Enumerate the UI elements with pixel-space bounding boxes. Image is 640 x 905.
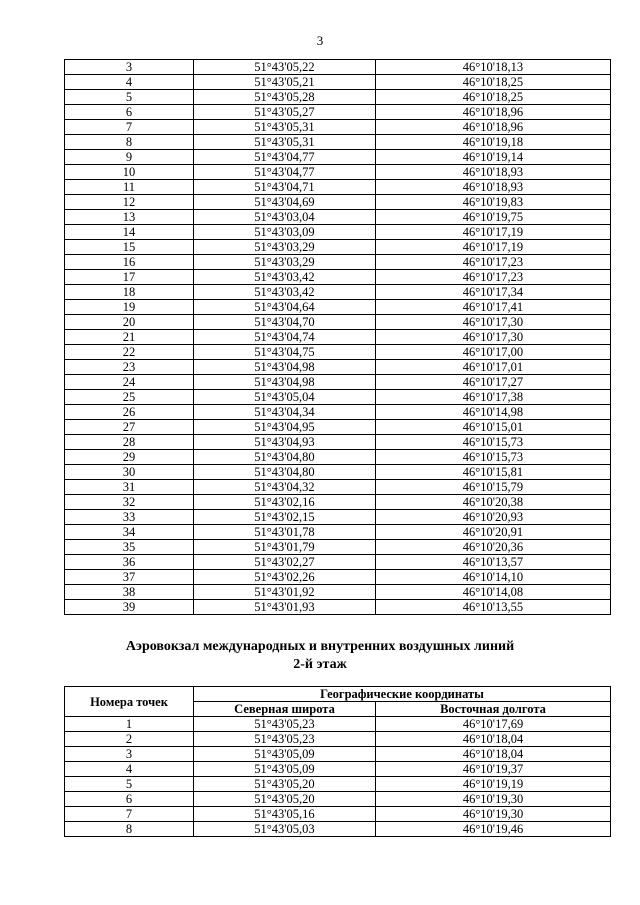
longitude-cell: 46°10'18,93: [376, 180, 611, 195]
table-row: [65, 75, 611, 90]
longitude-cell: 46°10'17,23: [376, 255, 611, 270]
point-number-cell: 7: [65, 807, 194, 822]
longitude-cell: 46°10'18,96: [376, 120, 611, 135]
point-number-cell: 6: [65, 792, 194, 807]
point-number-cell: 33: [65, 510, 194, 525]
latitude-cell: 51°43'03,04: [194, 210, 376, 225]
table-row: [65, 285, 611, 300]
latitude-cell: 51°43'03,09: [194, 225, 376, 240]
latitude-cell: 51°43'04,80: [194, 465, 376, 480]
header-north-latitude: Северная широта: [194, 702, 376, 717]
table-row: [65, 210, 611, 225]
table-row: [65, 717, 611, 732]
longitude-cell: 46°10'18,25: [376, 90, 611, 105]
latitude-cell: 51°43'03,29: [194, 255, 376, 270]
latitude-cell: 51°43'04,75: [194, 345, 376, 360]
longitude-cell: 46°10'17,30: [376, 315, 611, 330]
longitude-cell: 46°10'15,79: [376, 480, 611, 495]
point-number-cell: 4: [65, 762, 194, 777]
latitude-cell: 51°43'05,20: [194, 792, 376, 807]
longitude-cell: 46°10'18,13: [376, 60, 611, 75]
table-row: [65, 540, 611, 555]
point-number-cell: 11: [65, 180, 194, 195]
point-number-cell: 34: [65, 525, 194, 540]
latitude-cell: 51°43'04,80: [194, 450, 376, 465]
header-geo-coordinates: Географические координаты: [194, 687, 611, 702]
table-row: [65, 390, 611, 405]
longitude-cell: 46°10'19,46: [376, 822, 611, 837]
point-number-cell: 21: [65, 330, 194, 345]
latitude-cell: 51°43'05,09: [194, 747, 376, 762]
point-number-cell: 14: [65, 225, 194, 240]
point-number-cell: 3: [65, 747, 194, 762]
latitude-cell: 51°43'05,04: [194, 390, 376, 405]
latitude-cell: 51°43'04,69: [194, 195, 376, 210]
latitude-cell: 51°43'03,42: [194, 285, 376, 300]
longitude-cell: 46°10'19,30: [376, 792, 611, 807]
latitude-cell: 51°43'04,77: [194, 150, 376, 165]
longitude-cell: 46°10'20,36: [376, 540, 611, 555]
longitude-cell: 46°10'19,18: [376, 135, 611, 150]
section-title: Аэровокзал международных и внутренних воздушных линий: [125, 639, 515, 654]
point-number-cell: 10: [65, 165, 194, 180]
latitude-cell: 51°43'05,28: [194, 90, 376, 105]
longitude-cell: 46°10'14,10: [376, 570, 611, 585]
longitude-cell: 46°10'17,41: [376, 300, 611, 315]
latitude-cell: 51°43'05,31: [194, 120, 376, 135]
point-number-cell: 32: [65, 495, 194, 510]
latitude-cell: 51°43'01,79: [194, 540, 376, 555]
point-number-cell: 4: [65, 75, 194, 90]
table-row: [65, 255, 611, 270]
point-number-cell: 18: [65, 285, 194, 300]
point-number-cell: 20: [65, 315, 194, 330]
table-row: [65, 807, 611, 822]
latitude-cell: 51°43'01,93: [194, 600, 376, 615]
point-number-cell: 17: [65, 270, 194, 285]
longitude-cell: 46°10'15,73: [376, 450, 611, 465]
point-number-cell: 6: [65, 105, 194, 120]
table-row: [65, 120, 611, 135]
point-number-cell: 2: [65, 732, 194, 747]
longitude-cell: 46°10'19,30: [376, 807, 611, 822]
latitude-cell: 51°43'05,23: [194, 717, 376, 732]
longitude-cell: 46°10'20,38: [376, 495, 611, 510]
latitude-cell: 51°43'04,93: [194, 435, 376, 450]
point-number-cell: 35: [65, 540, 194, 555]
point-number-cell: 23: [65, 360, 194, 375]
longitude-cell: 46°10'18,04: [376, 732, 611, 747]
table-row: [65, 822, 611, 837]
longitude-cell: 46°10'14,08: [376, 585, 611, 600]
point-number-cell: 24: [65, 375, 194, 390]
latitude-cell: 51°43'01,92: [194, 585, 376, 600]
table-row: [65, 777, 611, 792]
point-number-cell: 16: [65, 255, 194, 270]
latitude-cell: 51°43'04,98: [194, 375, 376, 390]
table-row: [65, 165, 611, 180]
point-number-cell: 9: [65, 150, 194, 165]
latitude-cell: 51°43'04,77: [194, 165, 376, 180]
longitude-cell: 46°10'13,55: [376, 600, 611, 615]
latitude-cell: 51°43'02,26: [194, 570, 376, 585]
latitude-cell: 51°43'04,70: [194, 315, 376, 330]
table-row: [65, 60, 611, 75]
latitude-cell: 51°43'04,71: [194, 180, 376, 195]
table-row: [65, 105, 611, 120]
latitude-cell: 51°43'04,74: [194, 330, 376, 345]
point-number-cell: 1: [65, 717, 194, 732]
point-number-cell: 31: [65, 480, 194, 495]
point-number-cell: 5: [65, 777, 194, 792]
table-row: [65, 585, 611, 600]
table-row: [65, 270, 611, 285]
point-number-cell: 38: [65, 585, 194, 600]
point-number-cell: 39: [65, 600, 194, 615]
longitude-cell: 46°10'17,19: [376, 240, 611, 255]
point-number-cell: 22: [65, 345, 194, 360]
table-row: [65, 240, 611, 255]
longitude-cell: 46°10'15,73: [376, 435, 611, 450]
table-row: [65, 315, 611, 330]
longitude-cell: 46°10'19,19: [376, 777, 611, 792]
table-row: [65, 330, 611, 345]
table-row: [65, 570, 611, 585]
longitude-cell: 46°10'17,27: [376, 375, 611, 390]
longitude-cell: 46°10'19,83: [376, 195, 611, 210]
table-row: [65, 345, 611, 360]
point-number-cell: 27: [65, 420, 194, 435]
latitude-cell: 51°43'05,23: [194, 732, 376, 747]
latitude-cell: 51°43'04,32: [194, 480, 376, 495]
latitude-cell: 51°43'04,98: [194, 360, 376, 375]
longitude-cell: 46°10'18,96: [376, 105, 611, 120]
table-row: [65, 525, 611, 540]
point-number-cell: 8: [65, 822, 194, 837]
table-row: [65, 555, 611, 570]
latitude-cell: 51°43'05,22: [194, 60, 376, 75]
latitude-cell: 51°43'04,34: [194, 405, 376, 420]
latitude-cell: 51°43'03,42: [194, 270, 376, 285]
table-row: [65, 420, 611, 435]
latitude-cell: 51°43'05,03: [194, 822, 376, 837]
table-row: [65, 135, 611, 150]
longitude-cell: 46°10'18,93: [376, 165, 611, 180]
point-number-cell: 13: [65, 210, 194, 225]
longitude-cell: 46°10'14,98: [376, 405, 611, 420]
point-number-cell: 12: [65, 195, 194, 210]
table-row: [65, 495, 611, 510]
coordinates-table-2nd-floor: [64, 686, 611, 837]
table-row: [65, 300, 611, 315]
coordinates-table-continued: [64, 59, 611, 615]
latitude-cell: 51°43'05,16: [194, 807, 376, 822]
table-row: [65, 360, 611, 375]
point-number-cell: 3: [65, 60, 194, 75]
point-number-cell: 26: [65, 405, 194, 420]
header-point-numbers: Номера точек: [65, 687, 194, 717]
table-row: [65, 510, 611, 525]
point-number-cell: 7: [65, 120, 194, 135]
latitude-cell: 51°43'03,29: [194, 240, 376, 255]
latitude-cell: 51°43'02,15: [194, 510, 376, 525]
table-row: [65, 90, 611, 105]
longitude-cell: 46°10'15,81: [376, 465, 611, 480]
point-number-cell: 5: [65, 90, 194, 105]
page-number: 3: [316, 33, 324, 48]
point-number-cell: 19: [65, 300, 194, 315]
longitude-cell: 46°10'18,04: [376, 747, 611, 762]
table-row: [65, 465, 611, 480]
table-row: [65, 405, 611, 420]
table-row: [65, 150, 611, 165]
longitude-cell: 46°10'17,34: [376, 285, 611, 300]
longitude-cell: 46°10'17,38: [376, 390, 611, 405]
longitude-cell: 46°10'17,01: [376, 360, 611, 375]
latitude-cell: 51°43'02,16: [194, 495, 376, 510]
point-number-cell: 15: [65, 240, 194, 255]
table-row: [65, 180, 611, 195]
table-row: [65, 732, 611, 747]
table-row: [65, 747, 611, 762]
latitude-cell: 51°43'04,64: [194, 300, 376, 315]
longitude-cell: 46°10'17,23: [376, 270, 611, 285]
longitude-cell: 46°10'19,37: [376, 762, 611, 777]
latitude-cell: 51°43'05,09: [194, 762, 376, 777]
latitude-cell: 51°43'05,21: [194, 75, 376, 90]
table-row: [65, 195, 611, 210]
latitude-cell: 51°43'01,78: [194, 525, 376, 540]
longitude-cell: 46°10'19,75: [376, 210, 611, 225]
latitude-cell: 51°43'05,31: [194, 135, 376, 150]
longitude-cell: 46°10'17,69: [376, 717, 611, 732]
latitude-cell: 51°43'05,20: [194, 777, 376, 792]
latitude-cell: 51°43'04,95: [194, 420, 376, 435]
longitude-cell: 46°10'17,19: [376, 225, 611, 240]
longitude-cell: 46°10'19,14: [376, 150, 611, 165]
table-row: [65, 480, 611, 495]
table-row: [65, 375, 611, 390]
point-number-cell: 37: [65, 570, 194, 585]
longitude-cell: 46°10'17,00: [376, 345, 611, 360]
point-number-cell: 30: [65, 465, 194, 480]
point-number-cell: 29: [65, 450, 194, 465]
table-row: [65, 762, 611, 777]
longitude-cell: 46°10'18,25: [376, 75, 611, 90]
table-row: [65, 792, 611, 807]
longitude-cell: 46°10'15,01: [376, 420, 611, 435]
point-number-cell: 25: [65, 390, 194, 405]
table-row: [65, 225, 611, 240]
header-east-longitude: Восточная долгота: [376, 702, 611, 717]
latitude-cell: 51°43'05,27: [194, 105, 376, 120]
point-number-cell: 8: [65, 135, 194, 150]
longitude-cell: 46°10'17,30: [376, 330, 611, 345]
table-row: [65, 435, 611, 450]
table-row: [65, 450, 611, 465]
section-subtitle: 2-й этаж: [293, 657, 347, 672]
table-row: [65, 600, 611, 615]
latitude-cell: 51°43'02,27: [194, 555, 376, 570]
longitude-cell: 46°10'13,57: [376, 555, 611, 570]
longitude-cell: 46°10'20,93: [376, 510, 611, 525]
point-number-cell: 36: [65, 555, 194, 570]
longitude-cell: 46°10'20,91: [376, 525, 611, 540]
point-number-cell: 28: [65, 435, 194, 450]
